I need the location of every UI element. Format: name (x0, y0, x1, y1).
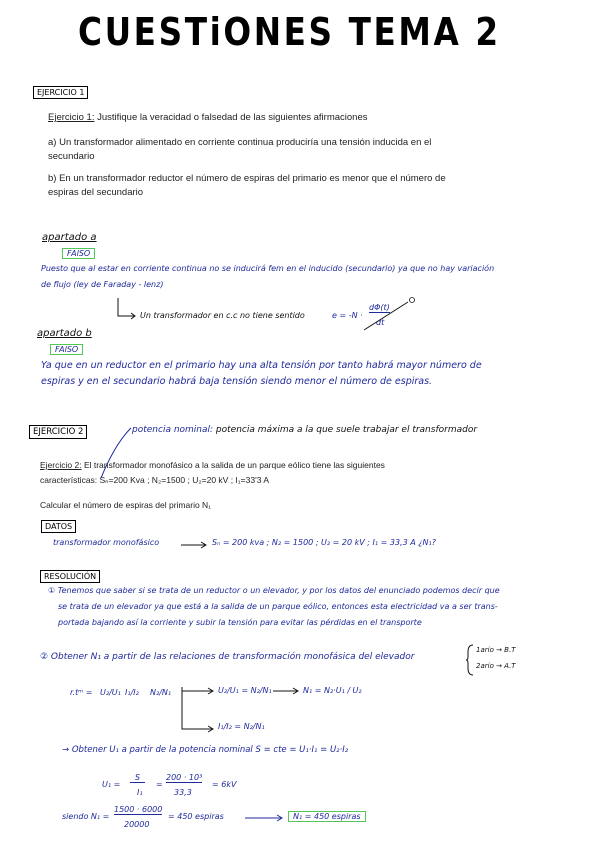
apartado-b-line2: espiras y en el secundario habrá baja tensión siendo menor el número de espiras. (41, 376, 433, 387)
n1-denominator: 20000 (124, 820, 150, 829)
potencia-nominal-text: potencia máxima a la que suele trabajar el transformador (213, 425, 478, 435)
ratio-current: I₁/I₂ (125, 688, 139, 697)
branch-arrow-icon (180, 685, 216, 735)
datos-left: transformador monofásico (53, 538, 160, 547)
apartado-b-line1: Ya que en un reductor en el primario hay una alta tensión por tanto habrá mayor número de (41, 360, 482, 371)
strikethrough-icon (360, 294, 420, 334)
resolucion-p3: → Obtener U₁ a partir de la potencia nominal S = cte = U₁·I₁ = U₂·I₂ (62, 745, 349, 755)
apartado-a-line1: Puesto que al estar en corriente continua no se inducirá fem en el inducido (secundario) ya que no hay variación (41, 264, 495, 273)
resolucion-tag: RESOLUCIÓN (40, 570, 100, 583)
formula-prefix: e = -N · (332, 311, 363, 320)
ejercicio-1-heading (48, 111, 368, 124)
ejercicio-2-label: Ejercicio 2: (40, 460, 82, 470)
eq-current-turns: I₁/I₂ = N₂/N₁ (218, 722, 265, 731)
ejercicio-2-heading (40, 459, 385, 472)
apartado-a-note: Un transformador en c.c no tiene sentido (140, 311, 305, 320)
u1-result: = 6kV (212, 780, 237, 789)
ejercicio-1-label: Ejercicio 1: (48, 112, 95, 123)
ejercicio-2-text: El transformador monofásico a la salida de un parque eólico tiene las siguientes (81, 460, 385, 470)
datos-tag: DATOS (41, 520, 76, 533)
resolucion-p2: ② Obtener N₁ a partir de las relaciones de transformación monofásica del elevador (40, 652, 415, 662)
u1-equals: = (156, 780, 163, 789)
rt-label: r.tᵐ = (70, 688, 93, 697)
potencia-nominal-label: potencia nominal: (132, 425, 214, 435)
arrow-icon (272, 686, 300, 696)
ejercicio-1-text: Justifique la veracidad o falsedad de las siguientes afirmaciones (94, 112, 368, 123)
final-answer-box: N₁ = 450 espiras (288, 811, 366, 822)
datos-values: Sₙ = 200 kva ; N₂ = 1500 ; U₂ = 20 kV ; I₁ = 33,3 A ¿N₁? (212, 538, 436, 547)
statement-a-line1: a) Un transformador alimentado en corriente continua produciría una tensión inducida en el (48, 137, 432, 148)
apartado-a-line2: de flujo (ley de Faraday - lenz) (41, 280, 164, 289)
formula-denominator: dt (376, 318, 385, 327)
u1-numerator: S (130, 773, 145, 783)
arrow-icon (180, 540, 208, 550)
statement-a-line2: secundario (48, 151, 95, 162)
u1-denominator-value: 33,3 (174, 788, 192, 797)
brace-primary: 1ario → B.T (476, 646, 516, 654)
ejercicio-2-characteristics: características: Sₙ=200 Kva ; N₂=1500 ; U₂=20 kV ; I₁=33'3 A (40, 475, 269, 485)
ratio-turns: N₂/N₁ (150, 688, 172, 697)
resolucion-p1-line2: se trata de un elevador ya que está a la salida de un parque eólico, entonces esta electricidad va a ser trans- (58, 602, 498, 611)
resolucion-p1-line3: portada bajando así la corriente y subir la tensión para evitar las pérdidas en el transporte (58, 618, 422, 627)
apartado-b-badge: FAlSO (50, 344, 83, 355)
eq-voltage-turns: U₂/U₁ = N₂/N₁ (218, 686, 272, 695)
u1-lhs: U₁ = (102, 780, 121, 789)
n1-numerator: 1500 · 6000 (114, 805, 163, 814)
statement-b-line2: espiras del secundario (48, 187, 144, 198)
formula-emf (332, 311, 363, 320)
ejercicio-2-tag: EJERCICIO 2 (29, 425, 87, 439)
apartado-b-label: apartado b (37, 328, 92, 339)
arrow-icon (115, 298, 137, 322)
apartado-a-badge: FAlSO (62, 248, 95, 259)
u1-numerator-value: 200 · 10³ (166, 773, 203, 782)
n1-result: = 450 espiras (168, 812, 224, 821)
u1-denominator: I₁ (137, 788, 143, 797)
apartado-a-label: apartado a (42, 232, 97, 243)
formula-numerator: dΦ(t) (369, 303, 390, 312)
page-title: CUESTiONES TEMA 2 (78, 10, 501, 54)
ejercicio-2-question: Calcular el número de espiras del primario N₁ (40, 500, 212, 510)
n1-expression: N₁ = N₂·U₁ / U₂ (303, 686, 362, 695)
arrow-icon (244, 813, 284, 823)
ratio-voltage: U₂/U₁ (100, 688, 121, 697)
statement-b-line1: b) En un transformador reductor el número de espiras del primario es menor que el número de (48, 173, 446, 184)
brace-icon (465, 644, 475, 676)
n1-lhs: siendo N₁ = (62, 812, 110, 821)
potencia-nominal-note (132, 425, 477, 435)
resolucion-p1-line1: ① Tenemos que saber si se trata de un reductor o un elevador, y por los datos del enunciado podemos decir que (48, 586, 500, 595)
brace-secondary: 2ario → A.T (476, 662, 516, 670)
ejercicio-1-tag: EJERCICIO 1 (33, 86, 88, 99)
